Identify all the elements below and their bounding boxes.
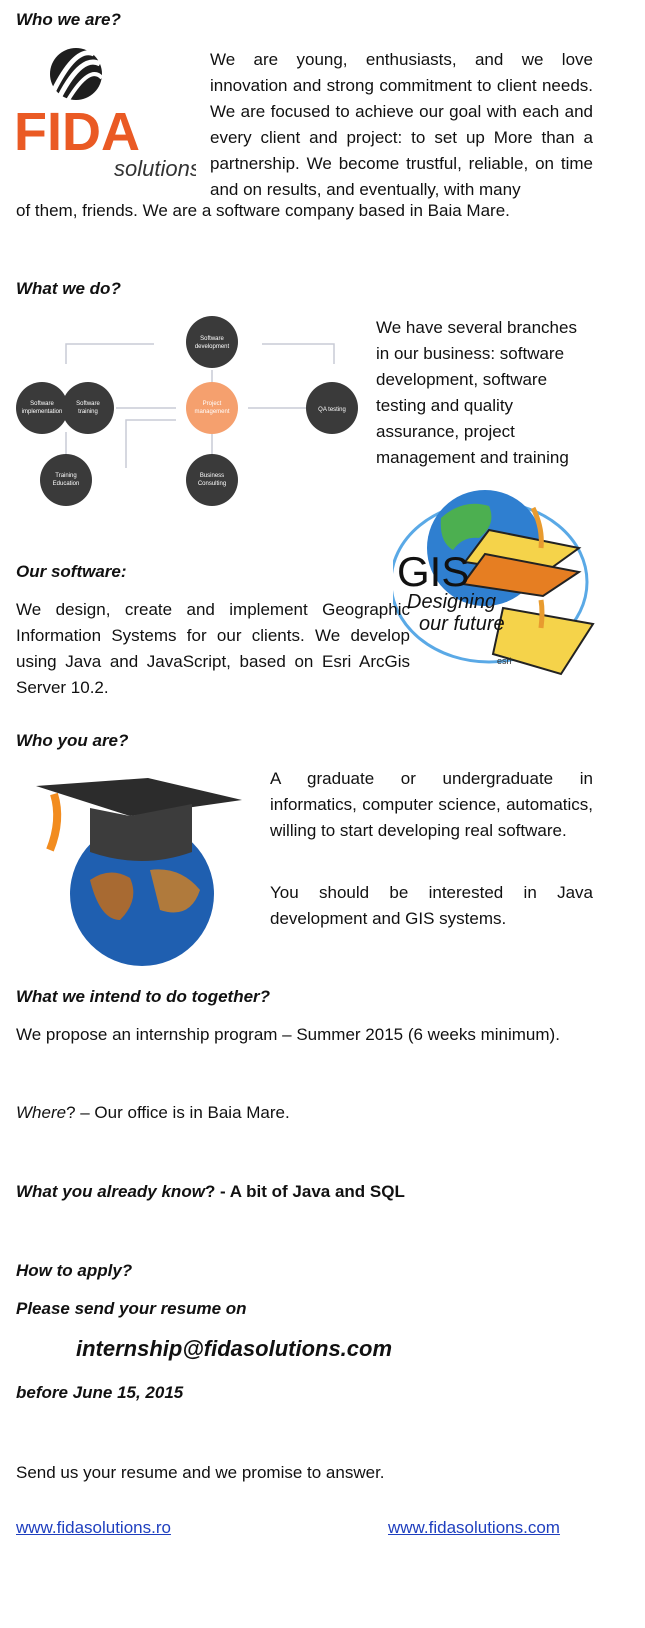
gis-image — [393, 478, 605, 680]
our-software-text: We design, create and implement Geographic Information Systems for our clients. We develop using Java and JavaScript, based on Esri ArcGis Server 10.2. — [16, 600, 410, 697]
heading-how-to-apply: How to apply? — [16, 1261, 133, 1280]
node-software-development — [186, 316, 238, 368]
svg-text:development: development — [194, 344, 230, 350]
gis-tagline-1: Designing — [407, 591, 496, 613]
svg-text:Software: Software — [30, 401, 54, 407]
svg-text:Software: Software — [76, 401, 100, 407]
business-diagram — [14, 312, 364, 512]
footer-link-com[interactable]: www.fidasolutions.com — [388, 1518, 560, 1537]
svg-text:implementation: implementation — [21, 409, 63, 415]
heading-who-we-are: Who we are? — [16, 10, 121, 29]
know-label: What you already know — [16, 1182, 205, 1201]
apply-line: Please send your resume on — [16, 1299, 247, 1318]
heading-our-software: Our software: — [16, 562, 127, 581]
footer-link-ro[interactable]: www.fidasolutions.ro — [16, 1518, 171, 1537]
closing-text: Send us your resume and we promise to answer. — [16, 1463, 385, 1482]
node-training-education — [40, 454, 92, 506]
apply-deadline: before June 15, 2015 — [16, 1383, 184, 1402]
logo-sphere-icon — [50, 48, 102, 100]
gis-brand: esri — [497, 656, 512, 666]
heading-what-we-do: What we do? — [16, 279, 121, 298]
svg-text:Project: Project — [202, 401, 222, 407]
know-line — [16, 1179, 405, 1205]
svg-text:QA testing: QA testing — [318, 407, 346, 413]
svg-text:Business: Business — [199, 473, 225, 479]
who-you-are-text-2: You should be interested in Java development and GIS systems. — [270, 883, 593, 928]
who-we-are-text-1: We are young, enthusiasts, and we love innovation and strong commitment to client needs. We are focused to achieve our goal with each and every client and project: to set up More than a partnership. We become trustful, reliable, on time and on results, and eventually, with many — [210, 50, 593, 199]
where-label: Where — [16, 1103, 67, 1122]
gis-title: GIS — [397, 548, 470, 595]
who-we-are-text-2: of them, friends. We are a software company based in Baia Mare. — [16, 201, 510, 220]
graduation-globe-image — [30, 770, 250, 970]
heading-intend-together: What we intend to do together? — [16, 987, 271, 1006]
svg-text:training: training — [78, 409, 98, 415]
who-you-are-text-1: A graduate or undergraduate in informatics, computer science, automatics, willing to start developing real software. — [270, 769, 593, 840]
svg-text:Education: Education — [52, 481, 80, 487]
node-software-training — [62, 382, 114, 434]
node-qa-testing — [306, 382, 358, 434]
where-line — [16, 1100, 290, 1126]
svg-text:Consulting: Consulting — [197, 481, 227, 487]
know-text: ? - A bit of Java and SQL — [204, 1182, 405, 1201]
gis-tagline-2: our future — [419, 613, 505, 635]
fida-logo — [14, 44, 196, 184]
logo-sub: solutions — [114, 156, 196, 181]
intend-together-text: We propose an internship program – Summer 2015 (6 weeks minimum). — [16, 1025, 560, 1044]
logo-brand: FIDA — [14, 102, 140, 162]
heading-who-you-are: Who you are? — [16, 731, 129, 750]
node-software-implementation — [16, 382, 68, 434]
svg-text:management: management — [194, 409, 230, 415]
svg-text:Software: Software — [200, 336, 224, 342]
apply-email: internship@fidasolutions.com — [76, 1336, 393, 1361]
what-we-do-text: We have several branches in our business: software development, software testing and quality assurance, project management and training — [376, 318, 577, 467]
node-project-management — [186, 382, 238, 434]
where-text: ? – Our office is in Baia Mare. — [66, 1103, 290, 1122]
svg-text:Training: Training — [55, 473, 77, 479]
node-business-consulting — [186, 454, 238, 506]
